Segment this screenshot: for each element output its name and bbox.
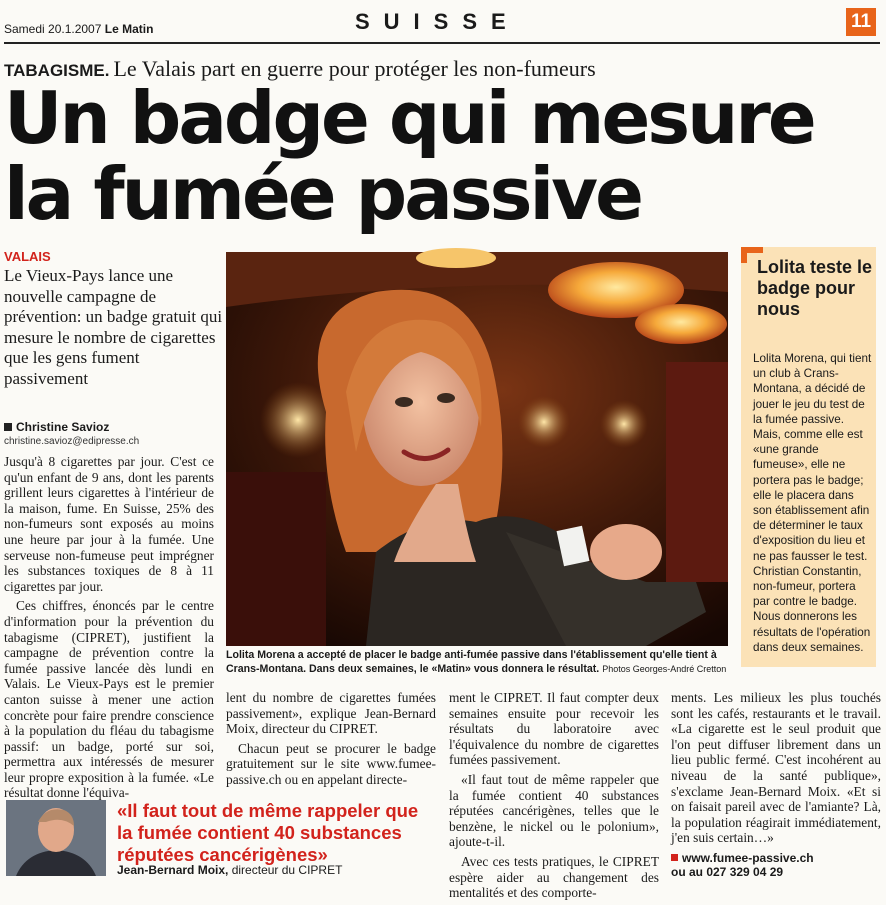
- website-line: [671, 851, 814, 865]
- article-column-2: [226, 690, 436, 792]
- paragraph: lent du nombre de cigarettes fumées passivement», explique Jean-Bernard Moix, directeur du CIPRET.: [226, 690, 436, 737]
- page-number: 11: [846, 8, 876, 36]
- quote-author-role: directeur du CIPRET: [231, 863, 343, 877]
- author-email: christine.savioz@edipresse.ch: [4, 436, 140, 447]
- kicker-text: Le Valais part en guerre pour protéger les non-fumeurs: [113, 56, 596, 81]
- sidebar-body: Lolita Morena, qui tient un club à Crans-Montana, a décidé de jouer le jeu du test de la fumée passive. Mais, comme elle est «une grande fumeuse», elle ne portera pas le badge; elle le placera dans son établissement afin de déterminer le taux d'exposition du lieu et ne pas fausser le test. Christian Constantin, non-fumeur, portera par contre le badge. Nous donnerons les résultats de l'opération dans deux semaines.: [753, 352, 872, 654]
- paragraph: «Il faut tout de même rappeler que la fumée contient 40 substances réputées cancérigènes, telles que le benzène, le nickel ou le polonium», ajoute-t-il.: [449, 771, 659, 850]
- article-column-1: [4, 454, 214, 805]
- bullet-square-icon: [671, 854, 678, 861]
- quote-attribution: [117, 863, 342, 877]
- photo-credit: Photos Georges-André Cretton: [602, 664, 727, 674]
- section-title: SUISSE: [355, 9, 520, 34]
- website-link[interactable]: www.fumee-passive.ch: [682, 851, 814, 865]
- byline: [4, 418, 139, 447]
- article-column-3: [449, 690, 659, 905]
- byline-square-icon: [4, 423, 12, 431]
- paragraph: Chacun peut se procurer le badge gratuitement sur le site www.fumee-passive.ch ou en appelant directe-: [226, 740, 436, 787]
- headline-line-1: Un badge qui mesure: [4, 76, 814, 160]
- kicker-tag: TABAGISME.: [4, 61, 110, 80]
- issue-date: [4, 22, 153, 36]
- sidebar-box: [741, 247, 876, 667]
- author: [4, 418, 139, 436]
- author-portrait: [6, 800, 106, 876]
- paragraph: Jusqu'à 8 cigarettes par jour. C'est ce qu'un enfant de 9 ans, dont les parents grillent leurs cigarettes à l'intérieur de la maison, fume. En Suisse, 25% des non-fumeurs sont exposés au moins une heure par jour à la fumée. Une serveuse non-fumeuse peut imprégner les substances toxiques de 8 à 11 cigarettes par jour.: [4, 454, 214, 594]
- main-photo: [226, 252, 728, 646]
- sidebar-title: Lolita teste le badge pour nous: [757, 257, 873, 319]
- author-name: Christine Savioz: [16, 420, 110, 434]
- paragraph: ments. Les milieux les plus touchés sont les cafés, restaurants et le travail. «La cigarette est le seul produit que l'on peut diffuser librement dans un lieu public fermé. C'est incohérent au niveau de la santé publique», s'exclame Jean-Bernard Moix. «Et si on faisait pareil avec de l'amiante? Là, la population réagirait immédiatement, j'en suis certain…»: [671, 690, 881, 846]
- header-rule: [4, 42, 880, 44]
- paragraph: Avec ces tests pratiques, le CIPRET espère aider au changement des mentalités et des comporte-: [449, 853, 659, 901]
- quote-author-name: Jean-Bernard Moix,: [117, 863, 229, 877]
- photo-illustration: [226, 252, 728, 646]
- contact-info: [671, 851, 814, 879]
- headline-line-2: la fumée passive: [4, 152, 641, 236]
- headline: [4, 76, 814, 236]
- paper-name: Le Matin: [104, 22, 154, 36]
- article-column-4: [671, 690, 881, 850]
- region-label: VALAIS: [4, 249, 51, 264]
- phone-line: [671, 865, 814, 879]
- photo-caption: [226, 648, 728, 676]
- caption-text: Lolita Morena a accepté de placer le badge anti-fumée passive dans l'établissement qu'elle tient à Crans-Montana. Dans deux semaines, le «Matin» vous donnera le résultat.: [226, 649, 717, 675]
- portrait-illustration: [6, 800, 106, 876]
- paragraph: ment le CIPRET. Il faut compter deux semaines ensuite pour recevoir les résultats du laboratoire avec l'équivalence du nombre de cigarettes fumées passivement.: [449, 690, 659, 768]
- paragraph: Ces chiffres, énoncés par le centre d'information pour la prévention du tabagisme (CIPRET), justifient la campagne de prévention contre la fumée passive lancée dès lundi en Valais. Le Vieux-Pays est le premier canton suisse à mener une action concrète pour faire prendre conscience à la population du fléau du tabagisme passif: un badge, porté sur soi, permettra aux intéressés de mesurer leur propre exposition à la fumée. «Le résultat donne l'équiva-: [4, 598, 214, 801]
- pull-quote: «Il faut tout de même rappeler que la fumée contient 40 substances réputées cancérigènes»: [117, 800, 419, 865]
- lead-paragraph: Le Vieux-Pays lance une nouvelle campagne de prévention: un badge gratuit qui mesure le nombre de cigarettes que les gens fument passivement: [4, 266, 223, 388]
- phone-number: ou au 027 329 04 29: [671, 865, 784, 879]
- date-text: Samedi 20.1.2007: [4, 22, 102, 36]
